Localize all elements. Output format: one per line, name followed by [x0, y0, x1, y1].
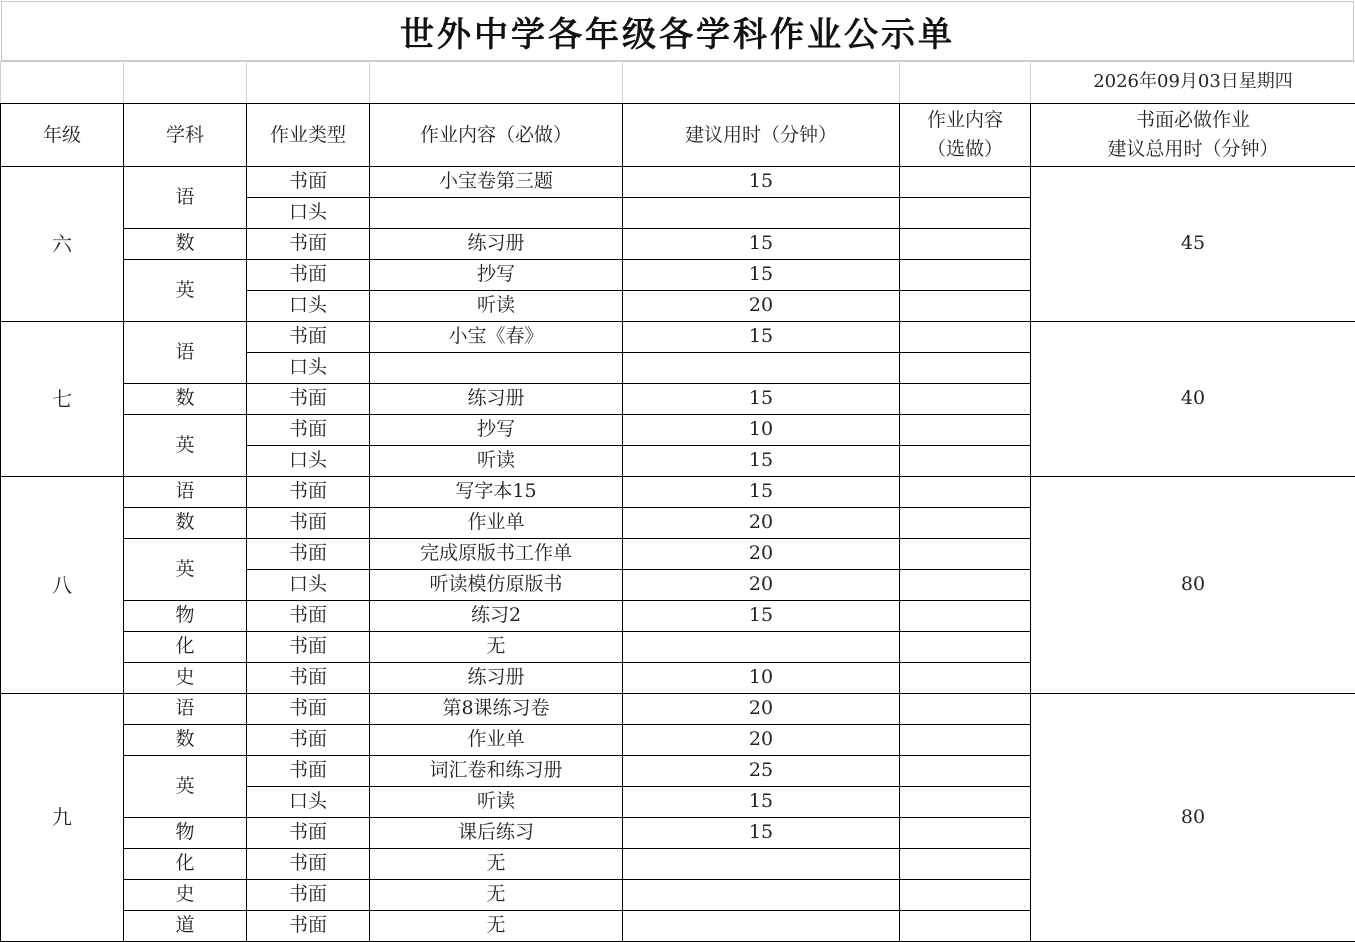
optional-cell — [900, 477, 1031, 508]
homework-table — [0, 61, 1355, 942]
content-cell — [370, 353, 623, 384]
optional-cell — [900, 849, 1031, 880]
time-cell: 20 — [623, 570, 900, 601]
time-cell: 15 — [623, 167, 900, 198]
time-cell: 20 — [623, 694, 900, 725]
optional-cell — [900, 198, 1031, 229]
total-time-cell: 80 — [1031, 477, 1355, 694]
subject-cell: 物 — [124, 818, 247, 849]
header-type: 作业类型 — [247, 104, 370, 167]
time-cell: 10 — [623, 663, 900, 694]
time-cell — [623, 198, 900, 229]
type-cell: 书面 — [247, 818, 370, 849]
header-total-time — [1031, 104, 1355, 167]
header-row — [1, 104, 1355, 167]
header-subject: 学科 — [124, 104, 247, 167]
header-total-time-line1: 书面必做作业 — [1135, 108, 1250, 131]
time-cell: 15 — [623, 787, 900, 818]
type-cell: 书面 — [247, 725, 370, 756]
optional-cell — [900, 694, 1031, 725]
table-body — [1, 62, 1355, 942]
subject-cell: 史 — [124, 880, 247, 911]
optional-cell — [900, 229, 1031, 260]
subject-cell: 英 — [124, 756, 247, 818]
content-cell: 听读模仿原版书 — [370, 570, 623, 601]
type-cell: 口头 — [247, 291, 370, 322]
time-cell: 15 — [623, 384, 900, 415]
header-grade: 年级 — [1, 104, 124, 167]
subject-cell: 道 — [124, 911, 247, 942]
subject-cell: 数 — [124, 384, 247, 415]
subject-cell: 英 — [124, 415, 247, 477]
time-cell: 20 — [623, 539, 900, 570]
content-cell: 小宝卷第三题 — [370, 167, 623, 198]
table-row — [1, 322, 1355, 353]
content-cell: 写字本15 — [370, 477, 623, 508]
type-cell: 口头 — [247, 446, 370, 477]
type-cell: 书面 — [247, 756, 370, 787]
content-cell: 练习2 — [370, 601, 623, 632]
content-cell: 作业单 — [370, 725, 623, 756]
time-cell: 15 — [623, 818, 900, 849]
time-cell: 20 — [623, 291, 900, 322]
optional-cell — [900, 415, 1031, 446]
time-cell: 15 — [623, 322, 900, 353]
subject-cell: 数 — [124, 725, 247, 756]
optional-cell — [900, 632, 1031, 663]
optional-cell — [900, 570, 1031, 601]
optional-cell — [900, 353, 1031, 384]
optional-cell — [900, 787, 1031, 818]
subject-cell: 数 — [124, 229, 247, 260]
time-cell — [623, 911, 900, 942]
type-cell: 书面 — [247, 477, 370, 508]
table-row — [1, 477, 1355, 508]
optional-cell — [900, 508, 1031, 539]
time-cell: 15 — [623, 477, 900, 508]
subject-cell: 史 — [124, 663, 247, 694]
content-cell: 词汇卷和练习册 — [370, 756, 623, 787]
grade-cell: 六 — [1, 167, 124, 322]
content-cell: 作业单 — [370, 508, 623, 539]
subject-cell: 化 — [124, 849, 247, 880]
header-content-optional — [900, 104, 1031, 167]
type-cell: 书面 — [247, 322, 370, 353]
type-cell: 书面 — [247, 229, 370, 260]
optional-cell — [900, 384, 1031, 415]
content-cell: 第8课练习卷 — [370, 694, 623, 725]
grade-cell: 七 — [1, 322, 124, 477]
optional-cell — [900, 446, 1031, 477]
optional-cell — [900, 291, 1031, 322]
optional-cell — [900, 880, 1031, 911]
type-cell: 书面 — [247, 880, 370, 911]
subject-cell: 语 — [124, 477, 247, 508]
grade-cell: 八 — [1, 477, 124, 694]
optional-cell — [900, 725, 1031, 756]
blank-cell — [900, 62, 1031, 104]
time-cell — [623, 849, 900, 880]
date-label: 2026年09月03日星期四 — [1031, 62, 1355, 104]
type-cell: 书面 — [247, 663, 370, 694]
content-cell: 练习册 — [370, 663, 623, 694]
type-cell: 口头 — [247, 787, 370, 818]
header-suggested-time: 建议用时（分钟） — [623, 104, 900, 167]
subject-cell: 数 — [124, 508, 247, 539]
blank-cell — [124, 62, 247, 104]
content-cell: 无 — [370, 880, 623, 911]
subject-cell: 英 — [124, 539, 247, 601]
content-cell: 无 — [370, 911, 623, 942]
optional-cell — [900, 911, 1031, 942]
header-content-required: 作业内容（必做） — [370, 104, 623, 167]
type-cell: 书面 — [247, 167, 370, 198]
time-cell — [623, 632, 900, 663]
optional-cell — [900, 818, 1031, 849]
time-cell: 25 — [623, 756, 900, 787]
optional-cell — [900, 322, 1031, 353]
type-cell: 书面 — [247, 849, 370, 880]
time-cell: 20 — [623, 725, 900, 756]
content-cell: 练习册 — [370, 229, 623, 260]
grade-cell: 九 — [1, 694, 124, 942]
time-cell: 15 — [623, 260, 900, 291]
optional-cell — [900, 756, 1031, 787]
time-cell — [623, 353, 900, 384]
optional-cell — [900, 260, 1031, 291]
content-cell — [370, 198, 623, 229]
time-cell: 15 — [623, 601, 900, 632]
header-total-time-line2: 建议总用时（分钟） — [1107, 138, 1279, 160]
subject-cell: 语 — [124, 694, 247, 725]
time-cell — [623, 880, 900, 911]
type-cell: 书面 — [247, 260, 370, 291]
type-cell: 书面 — [247, 694, 370, 725]
content-cell: 听读 — [370, 446, 623, 477]
time-cell: 15 — [623, 446, 900, 477]
subject-cell: 化 — [124, 632, 247, 663]
content-cell: 听读 — [370, 291, 623, 322]
content-cell: 完成原版书工作单 — [370, 539, 623, 570]
type-cell: 书面 — [247, 384, 370, 415]
total-time-cell: 40 — [1031, 322, 1355, 477]
header-content-optional-line2: （选做） — [926, 138, 1003, 160]
content-cell: 抄写 — [370, 260, 623, 291]
blank-cell — [247, 62, 370, 104]
content-cell: 练习册 — [370, 384, 623, 415]
content-cell: 课后练习 — [370, 818, 623, 849]
sheet-title: 世外中学各年级各学科作业公示单 — [1, 1, 1354, 61]
optional-cell — [900, 601, 1031, 632]
blank-cell — [370, 62, 623, 104]
subject-cell: 语 — [124, 322, 247, 384]
type-cell: 书面 — [247, 601, 370, 632]
content-cell: 无 — [370, 632, 623, 663]
optional-cell — [900, 167, 1031, 198]
blank-cell — [1, 62, 124, 104]
content-cell: 小宝《春》 — [370, 322, 623, 353]
optional-cell — [900, 539, 1031, 570]
type-cell: 口头 — [247, 353, 370, 384]
subject-cell: 物 — [124, 601, 247, 632]
subject-cell: 英 — [124, 260, 247, 322]
content-cell: 无 — [370, 849, 623, 880]
type-cell: 书面 — [247, 911, 370, 942]
table-row — [1, 694, 1355, 725]
type-cell: 书面 — [247, 508, 370, 539]
content-cell: 听读 — [370, 787, 623, 818]
type-cell: 口头 — [247, 198, 370, 229]
total-time-cell: 45 — [1031, 167, 1355, 322]
time-cell: 15 — [623, 229, 900, 260]
date-row — [1, 62, 1355, 104]
optional-cell — [900, 663, 1031, 694]
total-time-cell: 80 — [1031, 694, 1355, 942]
time-cell: 10 — [623, 415, 900, 446]
content-cell: 抄写 — [370, 415, 623, 446]
type-cell: 书面 — [247, 632, 370, 663]
type-cell: 口头 — [247, 570, 370, 601]
blank-cell — [623, 62, 900, 104]
time-cell: 20 — [623, 508, 900, 539]
table-row — [1, 167, 1355, 198]
type-cell: 书面 — [247, 415, 370, 446]
header-content-optional-line1: 作业内容 — [926, 108, 1003, 131]
type-cell: 书面 — [247, 539, 370, 570]
subject-cell: 语 — [124, 167, 247, 229]
